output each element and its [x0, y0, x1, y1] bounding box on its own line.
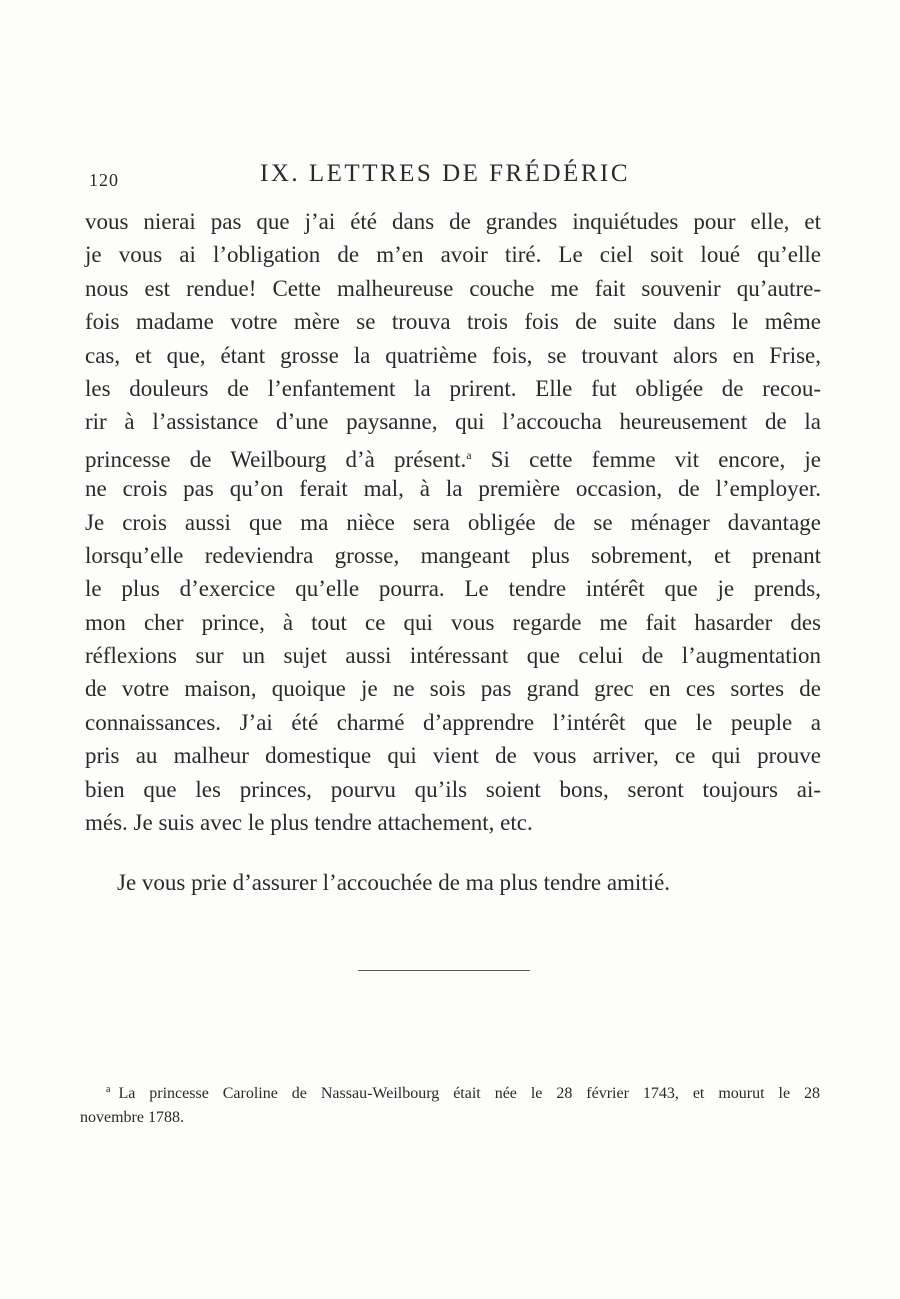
text-line: Je crois aussi que ma nièce sera obligée de se ménager davantage	[85, 509, 821, 535]
text-line: le plus d’exercice qu’elle pourra. Le tendre intérêt que je prends,	[85, 576, 821, 602]
text-line: nous est rendue! Cette malheureuse couche me fait souvenir qu’autre-	[85, 275, 821, 301]
text-line: més. Je suis avec le plus tendre attachement, etc.	[85, 810, 533, 836]
text-line: réflexions sur un sujet aussi intéressant que celui de l’augmentation	[85, 643, 821, 669]
footnote	[80, 1078, 820, 1130]
text-line: vous nierai pas que j’ai été dans de grandes inquiétudes pour elle, et	[85, 209, 821, 234]
text-line: pris au malheur domestique qui vient de vous arriver, ce qui prouve	[85, 743, 821, 769]
text-line: connaissances. J’ai été charmé d’apprendre l’intérêt que le peuple a	[85, 709, 821, 735]
text-segment: Si cette femme vit encore, je	[490, 446, 822, 472]
section-rule	[358, 970, 530, 971]
footnote-ref: a	[466, 447, 472, 462]
postscript: Je vous prie d’assurer l’accouchée de ma plus tendre amitié.	[117, 870, 671, 895]
footnote-line: novembre 1788.	[80, 1109, 184, 1126]
text-segment: princesse de Weilbourg d’à présent.	[85, 446, 467, 472]
text-line: mon cher prince, à tout ce qui vous regarde me fait hasarder des	[85, 609, 821, 635]
text-line: fois madame votre mère se trouva trois fois de suite dans le même	[85, 309, 821, 335]
text-line: bien que les princes, pourvu qu’ils soient bons, seront toujours ai-	[85, 776, 821, 802]
page-number: 120	[89, 170, 119, 190]
running-head	[85, 156, 820, 196]
text-line: je vous ai l’obligation de m’en avoir tiré. Le ciel soit loué qu’elle	[85, 242, 821, 268]
text-line: cas, et que, étant grosse la quatrième fois, se trouvant alors en Frise,	[85, 342, 821, 368]
footnote-text: La princesse Caroline de Nassau-Weilbourg était née le 28 février 1743, et mourut le 28	[118, 1085, 820, 1102]
chapter-title: IX. LETTRES DE FRÉDÉRIC	[260, 160, 630, 187]
text-line: ne crois pas qu’on ferait mal, à la première occasion, de l’employer.	[85, 476, 821, 502]
letter-body	[85, 205, 821, 839]
text-line: lorsqu’elle redeviendra grosse, mangeant plus sobrement, et prenant	[85, 542, 821, 568]
footnote-line	[80, 1078, 820, 1106]
text-line: les douleurs de l’enfantement la prirent. Elle fut obligée de recou-	[85, 375, 821, 401]
text-line: rir à l’assistance d’une paysanne, qui l’accoucha heureusement de la	[85, 409, 821, 435]
text-line: de votre maison, quoique je ne sois pas grand grec en ces sortes de	[85, 676, 821, 702]
footnote-marker: a	[106, 1084, 111, 1095]
text-line-with-footnote-ref	[85, 439, 821, 472]
